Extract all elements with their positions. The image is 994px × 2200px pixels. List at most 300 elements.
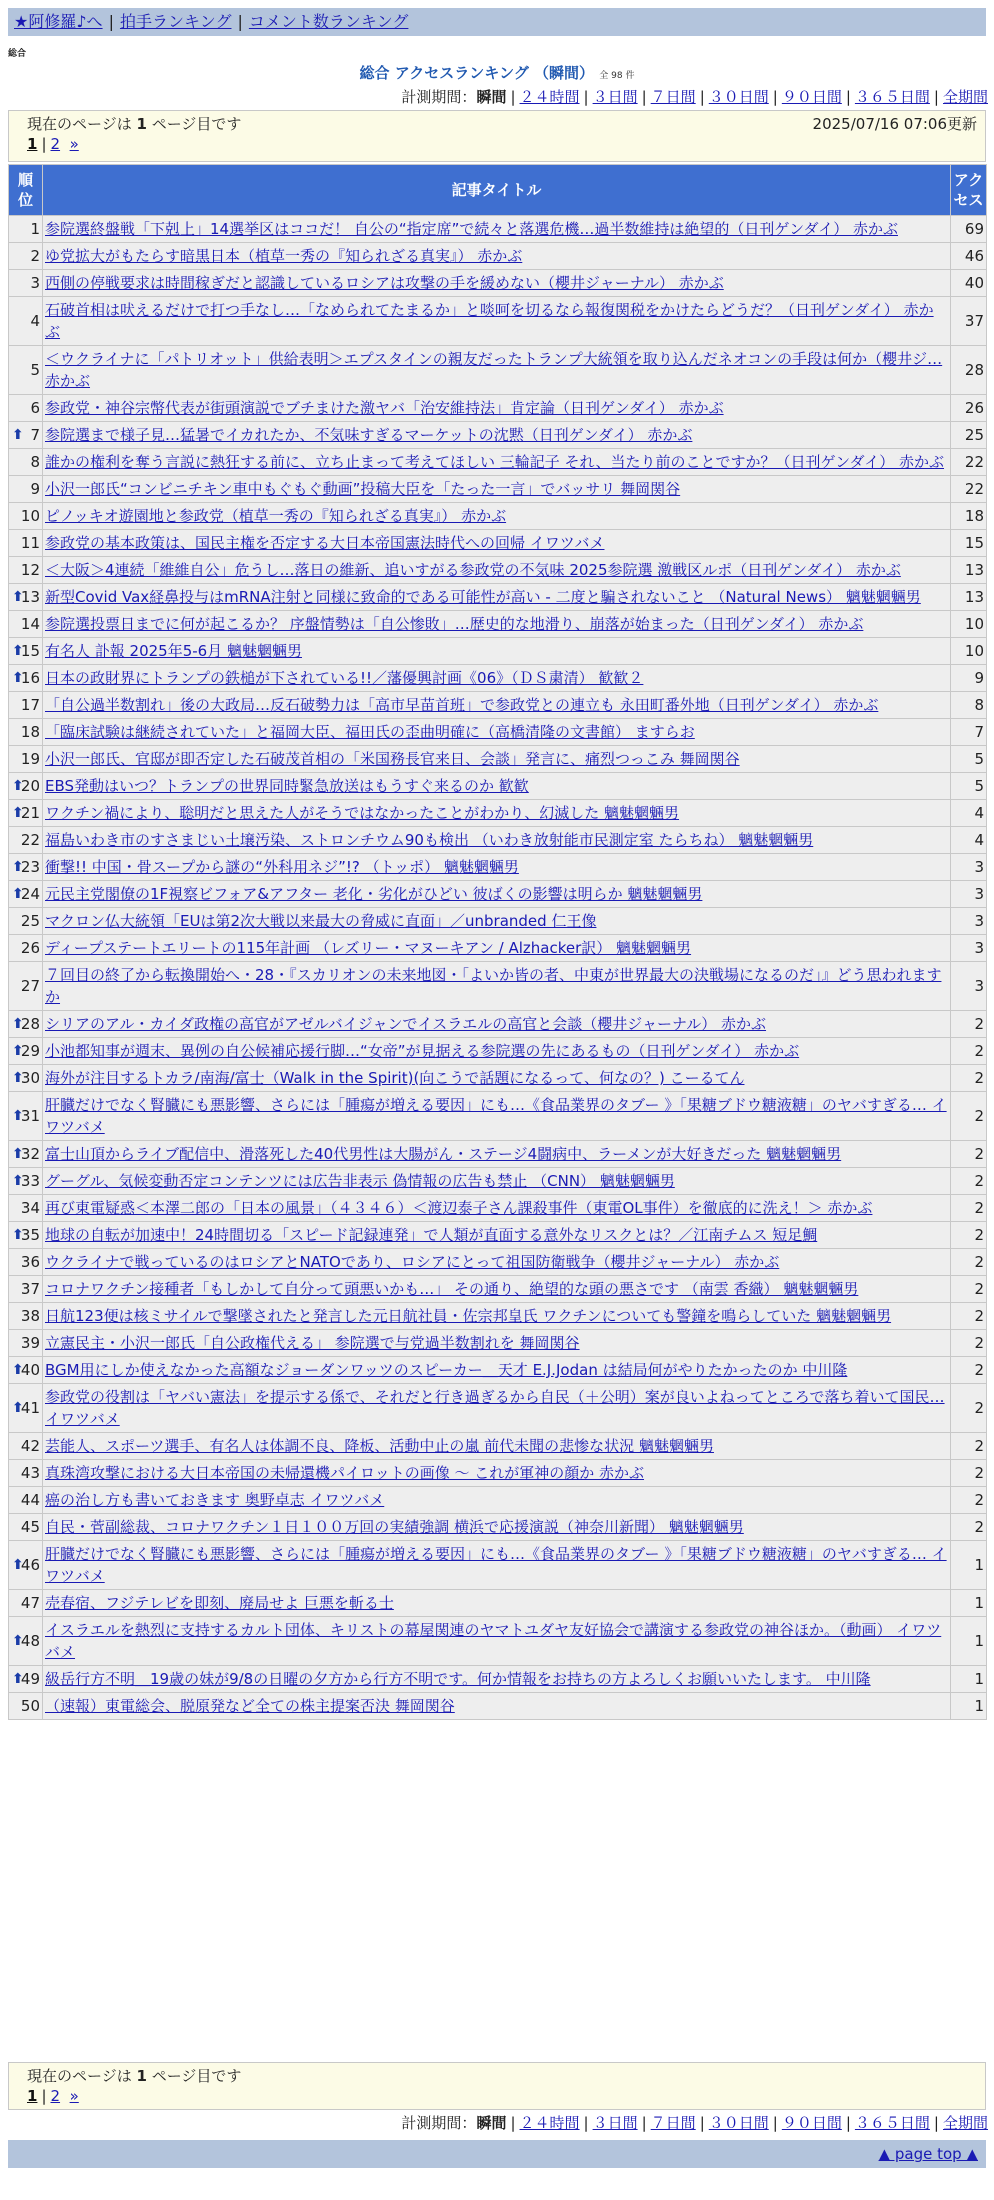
article-link[interactable]: ７回目の終了から転換開始へ・28・『スカリオンの未来地図・「よいか皆の者、中東が世界最大の決戦場になるのだ」』どう思われますか xyxy=(45,966,942,1006)
page-top-link[interactable]: ▲ page top ▲ xyxy=(878,2145,978,2163)
title-cell xyxy=(43,962,951,1011)
rank-up-arrow-icon: ⬆ xyxy=(12,1108,24,1124)
rank-cell xyxy=(9,422,43,449)
table-row xyxy=(9,449,987,476)
rank-number: 45 xyxy=(20,1518,40,1536)
article-link[interactable]: ＜大阪＞4連続「維維自公」危うし…落日の維新、追いすがる参政党の不気味 2025参院選 激戦区ルポ（日刊ゲンダイ） 赤かぶ xyxy=(45,561,901,579)
rank-cell xyxy=(9,1384,43,1433)
top-navigation: ★阿修羅♪へ | 拍手ランキング | コメント数ランキング xyxy=(8,8,986,36)
table-row xyxy=(9,962,987,1011)
access-count: 1 xyxy=(951,1693,987,1720)
access-count: 2 xyxy=(951,1195,987,1222)
rank-number: 43 xyxy=(20,1464,40,1482)
table-row xyxy=(9,503,987,530)
article-link[interactable]: 参政党の役割は「ヤバい憲法」を提示する係で、それだと行き過ぎるから自民（＋公明）案が良いよねってところで落ち着いて国民… イワツバメ xyxy=(45,1388,945,1428)
article-link[interactable]: 立憲民主・小沢一郎氏「自公政権代える」 参院選で与党過半数割れを 舞岡関谷 xyxy=(45,1334,580,1352)
rank-number: 32 xyxy=(20,1145,40,1163)
pager-page-1[interactable]: 1 xyxy=(27,2087,38,2105)
home-link[interactable]: ★阿修羅♪へ xyxy=(14,12,103,31)
access-count: 1 xyxy=(951,1590,987,1617)
pager-next[interactable]: » xyxy=(69,2087,79,2105)
rank-up-arrow-icon: ⬆ xyxy=(12,778,24,794)
table-row xyxy=(9,216,987,243)
rank-number: 31 xyxy=(20,1107,40,1125)
article-link[interactable]: グーグル、気候変動否定コンテンツには広告非表示 偽情報の広告も禁止 （CNN） 魑魅魍魎男 xyxy=(45,1172,675,1190)
article-link[interactable]: 癌の治し方も書いておきます 奥野卓志 イワツバメ xyxy=(45,1491,385,1509)
title-cell xyxy=(43,270,951,297)
rank-number: 12 xyxy=(20,561,40,579)
article-link[interactable]: 参政党の基本政策は、国民主権を否定する大日本帝国憲法時代への回帰 イワツバメ xyxy=(45,534,605,552)
rank-cell xyxy=(9,800,43,827)
rank-cell xyxy=(9,746,43,773)
rank-number: 18 xyxy=(20,723,40,741)
title-cell xyxy=(43,1065,951,1092)
rank-cell xyxy=(9,216,43,243)
table-row xyxy=(9,530,987,557)
title-cell xyxy=(43,346,951,395)
access-count: 2 xyxy=(951,1011,987,1038)
access-count: 69 xyxy=(951,216,987,243)
access-count: 2 xyxy=(951,1276,987,1303)
period-selector-top: 計測期間：瞬間 | ２４時間 | ３日間 | ７日間 | ３０日間 | ９０日間 | ３６５日間 | 全期間 xyxy=(401,88,988,106)
article-link[interactable]: 真珠湾攻撃における大日本帝国の未帰還機パイロットの画像 ～ これが軍神の顔か 赤かぶ xyxy=(45,1464,645,1482)
table-row xyxy=(9,1330,987,1357)
rank-up-arrow-icon: ⬆ xyxy=(12,886,24,902)
title-cell xyxy=(43,827,951,854)
access-count: 2 xyxy=(951,1038,987,1065)
article-link[interactable]: 西側の停戦要求は時間稼ぎだと認識しているロシアは攻撃の手を緩めない（櫻井ジャーナル） 赤かぶ xyxy=(45,274,724,292)
rank-number: 22 xyxy=(20,831,40,849)
table-row xyxy=(9,1195,987,1222)
rank-cell xyxy=(9,1168,43,1195)
rank-number: 33 xyxy=(20,1172,40,1190)
title-cell xyxy=(43,449,951,476)
article-link[interactable]: 誰かの権利を奪う言説に熱狂する前に、立ち止まって考えてほしい 三輪記子 それ、当たり前のことですか？（日刊ゲンダイ） 赤かぶ xyxy=(45,453,945,471)
access-count: 3 xyxy=(951,962,987,1011)
table-row xyxy=(9,1590,987,1617)
access-count: 5 xyxy=(951,773,987,800)
article-link[interactable]: 小池都知事が週末、異例の自公候補応援行脚…“女帝”が見据える参院選の先にあるもの（日刊ゲンダイ） 赤かぶ xyxy=(45,1042,800,1060)
period-link-0[interactable]: ２４時間 xyxy=(519,88,580,106)
ranking-title-text: 総合 アクセスランキング （瞬間） xyxy=(359,64,595,82)
table-row xyxy=(9,1249,987,1276)
article-link[interactable]: 日航123便は核ミサイルで撃墜されたと発言した元日航社員・佐宗邦皇氏 ワクチンについても警鐘を鳴らしていた 魑魅魍魎男 xyxy=(45,1307,892,1325)
title-cell xyxy=(43,422,951,449)
rank-cell xyxy=(9,719,43,746)
title-cell xyxy=(43,557,951,584)
rank-number: 21 xyxy=(20,804,40,822)
access-count: 3 xyxy=(951,854,987,881)
rank-number: 24 xyxy=(20,885,40,903)
period-link-4[interactable]: ９０日間 xyxy=(781,88,842,106)
period-link-3[interactable]: ３０日間 xyxy=(708,2114,769,2132)
rank-up-arrow-icon: ⬆ xyxy=(12,643,24,659)
rank-cell xyxy=(9,346,43,395)
article-link[interactable]: ディープステートエリートの115年計画 （レズリー・マヌーキアン / Alzhacker訳） 魑魅魍魎男 xyxy=(45,939,692,957)
article-link[interactable]: 地球の自転が加速中！24時間切る「スピード記録連発」で人類が直面する意外なリスクとは？／江南チムス 短足鯛 xyxy=(45,1226,818,1244)
rank-up-arrow-icon: ⬆ xyxy=(12,1400,24,1416)
title-cell xyxy=(43,1038,951,1065)
rank-number: 4 xyxy=(30,312,40,330)
title-cell xyxy=(43,1666,951,1693)
period-link-5[interactable]: ３６５日間 xyxy=(854,2114,930,2132)
title-cell xyxy=(43,1514,951,1541)
title-cell xyxy=(43,746,951,773)
title-cell xyxy=(43,800,951,827)
title-cell xyxy=(43,216,951,243)
article-link[interactable]: ピノッキオ遊園地と参政党（植草一秀の『知られざる真実』） 赤かぶ xyxy=(45,507,507,525)
period-selector-bottom: 計測期間：瞬間 | ２４時間 | ３日間 | ７日間 | ３０日間 | ９０日間 | ３６５日間 | 全期間 xyxy=(401,2114,988,2132)
article-link[interactable]: EBS発動はいつ？トランプの世界同時緊急放送はもうすぐ来るのか 歓歓 xyxy=(45,777,529,795)
rank-cell xyxy=(9,854,43,881)
ranking-title xyxy=(8,62,986,83)
table-row xyxy=(9,827,987,854)
table-row xyxy=(9,297,987,346)
rank-cell xyxy=(9,1666,43,1693)
access-count: 13 xyxy=(951,584,987,611)
rank-cell xyxy=(9,1141,43,1168)
title-cell xyxy=(43,243,951,270)
rank-cell xyxy=(9,270,43,297)
access-count: 2 xyxy=(951,1514,987,1541)
rank-cell xyxy=(9,1038,43,1065)
rank-cell xyxy=(9,638,43,665)
bottom-bar xyxy=(8,2140,986,2168)
rank-up-arrow-icon: ⬆ xyxy=(12,805,24,821)
period-link-3[interactable]: ３０日間 xyxy=(708,88,769,106)
article-link[interactable]: BGM用にしか使えなかった高額なジョーダンワッツのスピーカー＿天才 E.J.Jodan は結局何がやりたかったのか 中川隆 xyxy=(45,1361,848,1379)
access-count: 2 xyxy=(951,1222,987,1249)
article-link[interactable]: 売春宿、フジテレビを即刻、廃局せよ 巨悪を斬る士 xyxy=(45,1594,394,1612)
pager-page-2[interactable]: 2 xyxy=(50,135,61,153)
article-link[interactable]: （速報）東電総会、脱原発など全ての株主提案否決 舞岡関谷 xyxy=(45,1697,455,1715)
rank-number: 1 xyxy=(30,220,40,238)
period-link-6[interactable]: 全期間 xyxy=(942,2114,988,2132)
page-info-panel-top xyxy=(8,110,986,162)
page-info-panel-bottom xyxy=(8,2062,986,2110)
access-count: 37 xyxy=(951,297,987,346)
pager-page-1[interactable]: 1 xyxy=(27,135,38,153)
article-link[interactable]: マクロン仏大統領「EUは第2次大戦以来最大の脅威に直面」／unbranded 仁王像 xyxy=(45,912,597,930)
article-link[interactable]: 参院選終盤戦「下剋上」14選挙区はココだ！ 自公の“指定席”で続々と落選危機…過半数維持は絶望的（日刊ゲンダイ） 赤かぶ xyxy=(45,220,898,238)
updated-timestamp: 2025/07/16 07:06更新 xyxy=(812,115,977,133)
access-count: 2 xyxy=(951,1141,987,1168)
rank-cell xyxy=(9,530,43,557)
rank-number: 27 xyxy=(20,977,40,995)
access-count: 22 xyxy=(951,449,987,476)
category-label: 総合 xyxy=(8,49,27,59)
title-cell xyxy=(43,1195,951,1222)
access-count: 3 xyxy=(951,935,987,962)
rank-up-arrow-icon: ⬆ xyxy=(12,1173,24,1189)
pager-bottom: 1 | 2 » xyxy=(27,2087,79,2105)
rank-cell xyxy=(9,449,43,476)
rank-cell xyxy=(9,611,43,638)
rank-number: 15 xyxy=(20,642,40,660)
access-count: 2 xyxy=(951,1249,987,1276)
ranking-table xyxy=(8,164,987,1720)
rank-cell xyxy=(9,1357,43,1384)
access-count: 2 xyxy=(951,1092,987,1141)
period-link-1[interactable]: ３日間 xyxy=(592,2114,638,2132)
rank-up-arrow-icon: ⬆ xyxy=(12,1070,24,1086)
table-row xyxy=(9,719,987,746)
rank-cell xyxy=(9,1303,43,1330)
title-cell xyxy=(43,503,951,530)
access-count: 2 xyxy=(951,1433,987,1460)
title-cell xyxy=(43,1541,951,1590)
title-cell xyxy=(43,935,951,962)
clap-ranking-link[interactable]: 拍手ランキング xyxy=(119,12,232,31)
access-count: 2 xyxy=(951,1384,987,1433)
table-row xyxy=(9,746,987,773)
access-count: 25 xyxy=(951,422,987,449)
article-link[interactable]: 元民主党閣僚の1F視察ビフォア&アフター 老化・劣化がひどい 彼ばくの影響は明らか 魑魅魍魎男 xyxy=(45,885,703,903)
title-cell xyxy=(43,1092,951,1141)
rank-cell xyxy=(9,1433,43,1460)
table-row xyxy=(9,243,987,270)
rank-cell xyxy=(9,557,43,584)
rank-cell xyxy=(9,1514,43,1541)
rank-number: 36 xyxy=(20,1253,40,1271)
rank-number: 46 xyxy=(20,1556,40,1574)
title-cell xyxy=(43,665,951,692)
rank-number: 44 xyxy=(20,1491,40,1509)
table-row xyxy=(9,346,987,395)
title-cell xyxy=(43,881,951,908)
rank-number: 19 xyxy=(20,750,40,768)
table-row xyxy=(9,1514,987,1541)
article-link[interactable]: ＜ウクライナに「パトリオット」供給表明＞エプスタインの親友だったトランプ大統領を取り込んだネオコンの手段は何か（櫻井ジ… 赤かぶ xyxy=(45,350,943,390)
article-link[interactable]: 芸能人、スポーツ選手、有名人は体調不良、降板、活動中止の嵐 前代未聞の悲惨な状況 魑魅魍魎男 xyxy=(45,1437,714,1455)
pager-next[interactable]: » xyxy=(69,135,79,153)
rank-number: 3 xyxy=(30,274,40,292)
rank-number: 41 xyxy=(20,1399,40,1417)
rank-number: 9 xyxy=(30,480,40,498)
article-link[interactable]: 海外が注目するトカラ/南海/富士（Walk in the Spirit)(向こうで話題になるって、何なの？) こーるてん xyxy=(45,1069,745,1087)
table-row xyxy=(9,1693,987,1720)
title-cell xyxy=(43,1357,951,1384)
article-link[interactable]: 石破首相は吠えるだけで打つ手なし…「なめられてたまるか」と啖呵を切るなら報復関税をかけたらどうだ？（日刊ゲンダイ） 赤かぶ xyxy=(45,301,934,341)
access-count: 40 xyxy=(951,270,987,297)
table-row xyxy=(9,881,987,908)
rank-cell xyxy=(9,881,43,908)
table-row xyxy=(9,1222,987,1249)
title-cell xyxy=(43,1303,951,1330)
table-row xyxy=(9,1357,987,1384)
table-row xyxy=(9,1276,987,1303)
rank-up-arrow-icon: ⬆ xyxy=(12,1671,24,1687)
period-link-6[interactable]: 全期間 xyxy=(942,88,988,106)
access-count: 1 xyxy=(951,1541,987,1590)
article-link[interactable]: 新型Covid Vax経鼻投与はmRNA注射と同様に致命的である可能性が高い - 二度と騙されないこと （Natural News） 魑魅魍魎男 xyxy=(45,588,921,606)
article-link[interactable]: シリアのアル・カイダ政権の高官がアゼルバイジャンでイスラエルの高官と会談（櫻井ジャーナル） 赤かぶ xyxy=(45,1015,767,1033)
rank-number: 6 xyxy=(30,399,40,417)
title-cell xyxy=(43,1168,951,1195)
table-row xyxy=(9,270,987,297)
column-header-rank: 順位 xyxy=(9,165,43,216)
table-row xyxy=(9,1011,987,1038)
column-header-title: 記事タイトル xyxy=(43,165,951,216)
article-link[interactable]: 福島いわき市のすさまじい土壌汚染、ストロンチウム90も検出 （いわき放射能市民測定室 たらちね） 魑魅魍魎男 xyxy=(45,831,814,849)
rank-cell xyxy=(9,1330,43,1357)
table-row xyxy=(9,476,987,503)
period-link-0[interactable]: ２４時間 xyxy=(519,2114,580,2132)
title-cell xyxy=(43,1011,951,1038)
article-link[interactable]: 有名人 訃報 2025年5-6月 魑魅魍魎男 xyxy=(45,642,302,660)
comment-ranking-link[interactable]: コメント数ランキング xyxy=(248,12,409,31)
table-row xyxy=(9,1038,987,1065)
table-row xyxy=(9,1617,987,1666)
rank-cell xyxy=(9,908,43,935)
access-count: 10 xyxy=(951,638,987,665)
rank-number: 14 xyxy=(20,615,40,633)
table-row xyxy=(9,395,987,422)
rank-cell xyxy=(9,1617,43,1666)
rank-number: 5 xyxy=(30,361,40,379)
rank-up-arrow-icon: ⬆ xyxy=(12,1362,24,1378)
rank-cell xyxy=(9,476,43,503)
access-count: 18 xyxy=(951,503,987,530)
article-link[interactable]: コロナワクチン接種者「もしかして自分って頭悪いかも…」 その通り、絶望的な頭の悪さです （南雲 香織） 魑魅魍魎男 xyxy=(45,1280,859,1298)
rank-number: 40 xyxy=(20,1361,40,1379)
article-link[interactable]: 級岳行方不明＿19歳の妹が9/8の日曜の夕方から行方不明です。何か情報をお持ちの方よろしくお願いいたします。 中川隆 xyxy=(45,1670,871,1688)
article-link[interactable]: 衝撃!! 中国・骨スープから謎の“外科用ネジ”!? （トッポ） 魑魅魍魎男 xyxy=(45,858,519,876)
period-link-1[interactable]: ３日間 xyxy=(592,88,638,106)
title-cell xyxy=(43,719,951,746)
access-count: 26 xyxy=(951,395,987,422)
title-cell xyxy=(43,908,951,935)
rank-cell xyxy=(9,1195,43,1222)
page-info-text-bottom: 現在のページは 1 ページ目です xyxy=(27,2067,242,2085)
title-cell xyxy=(43,1590,951,1617)
period-link-5[interactable]: ３６５日間 xyxy=(854,88,930,106)
title-cell xyxy=(43,854,951,881)
rank-number: 10 xyxy=(20,507,40,525)
rank-up-arrow-icon: ⬆ xyxy=(12,670,24,686)
rank-cell xyxy=(9,827,43,854)
rank-number: 17 xyxy=(20,696,40,714)
access-count: 22 xyxy=(951,476,987,503)
article-link[interactable]: ゆ党拡大がもたらす暗黒日本（植草一秀の『知られざる真実』） 赤かぶ xyxy=(45,247,523,265)
title-cell xyxy=(43,395,951,422)
rank-up-arrow-icon: ⬆ xyxy=(12,589,24,605)
title-cell xyxy=(43,476,951,503)
title-cell xyxy=(43,692,951,719)
period-link-2[interactable]: ７日間 xyxy=(650,88,696,106)
title-cell xyxy=(43,1222,951,1249)
title-cell xyxy=(43,773,951,800)
rank-number: 26 xyxy=(20,939,40,957)
table-row xyxy=(9,1384,987,1433)
table-row xyxy=(9,854,987,881)
title-cell xyxy=(43,1617,951,1666)
table-row xyxy=(9,1433,987,1460)
title-cell xyxy=(43,297,951,346)
table-row xyxy=(9,1141,987,1168)
article-link[interactable]: 日本の政財界にトランプの鉄槌が下されている!!／藩優興討画《06》（ＤＳ粛清） 歓歓２ xyxy=(45,669,644,687)
rank-number: 11 xyxy=(20,534,40,552)
title-cell xyxy=(43,1330,951,1357)
access-count: 2 xyxy=(951,1168,987,1195)
title-cell xyxy=(43,1433,951,1460)
period-link-4[interactable]: ９０日間 xyxy=(781,2114,842,2132)
article-link[interactable]: 小沢一郎氏“コンビニチキン車中もぐもぐ動画”投稿大臣を「たった一言」でバッサリ 舞岡関谷 xyxy=(45,480,681,498)
title-cell xyxy=(43,1460,951,1487)
column-header-count: アクセス xyxy=(951,165,987,216)
access-count: 2 xyxy=(951,1487,987,1514)
rank-up-arrow-icon: ⬆ xyxy=(12,1557,24,1573)
table-row xyxy=(9,1303,987,1330)
article-link[interactable]: 参政党・神谷宗幣代表が街頭演説でブチまけた激ヤバ「治安維持法」肯定論（日刊ゲンダイ） 赤かぶ xyxy=(45,399,724,417)
article-link[interactable]: 「自公過半数割れ」後の大政局…反石破勢力は「高市早苗首班」で参政党との連立も 永田町番外地（日刊ゲンダイ） 赤かぶ xyxy=(45,696,879,714)
title-cell xyxy=(43,1141,951,1168)
rank-cell xyxy=(9,1487,43,1514)
rank-number: 29 xyxy=(20,1042,40,1060)
title-cell xyxy=(43,1384,951,1433)
rank-up-arrow-icon: ⬆ xyxy=(12,1043,24,1059)
table-row xyxy=(9,800,987,827)
rank-cell xyxy=(9,773,43,800)
article-link[interactable]: イスラエルを熱烈に支持するカルト団体、キリストの幕屋関連のヤマトユダヤ友好協会で講演する参政党の神谷ほか。（動画） イワツバメ xyxy=(45,1621,942,1661)
article-link[interactable]: 肝臓だけでなく腎臓にも悪影響、さらには「腫瘍が増える要因」にも…《食品業界のタブー 》「果糖ブドウ糖液糖」のヤバすぎる… イワツバメ xyxy=(45,1096,947,1136)
access-count: 8 xyxy=(951,692,987,719)
rank-cell xyxy=(9,1065,43,1092)
article-link[interactable]: ワクチン禍により、聡明だと思えた人がそうではなかったことがわかり、幻滅した 魑魅魍魎男 xyxy=(45,804,680,822)
rank-number: 35 xyxy=(20,1226,40,1244)
article-link[interactable]: 参院選まで様子見…猛暑でイカれたか、不気味すぎるマーケットの沈黙（日刊ゲンダイ） 赤かぶ xyxy=(45,426,693,444)
article-link[interactable]: 「臨床試験は継続されていた」と福岡大臣、福田氏の歪曲明確に（高橋清隆の文書館） ますらお xyxy=(45,723,695,741)
article-link[interactable]: 自民・菅副総裁、コロナワクチン１日１００万回の実績強調 横浜で応援演説（神奈川新聞） 魑魅魍魎男 xyxy=(45,1518,744,1536)
pager-page-2[interactable]: 2 xyxy=(50,2087,61,2105)
article-link[interactable]: 肝臓だけでなく腎臓にも悪影響、さらには「腫瘍が増える要因」にも…《食品業界のタブー 》「果糖ブドウ糖液糖」のヤバすぎる… イワツバメ xyxy=(45,1545,947,1585)
rank-number: 28 xyxy=(20,1015,40,1033)
rank-up-arrow-icon: ⬆ xyxy=(12,1016,24,1032)
rank-number: 23 xyxy=(20,858,40,876)
title-cell xyxy=(43,530,951,557)
rank-cell xyxy=(9,665,43,692)
access-count: 9 xyxy=(951,665,987,692)
article-link[interactable]: ウクライナで戦っているのはロシアとNATOであり、ロシアにとって祖国防衛戦争（櫻井ジャーナル） 赤かぶ xyxy=(45,1253,780,1271)
access-count: 46 xyxy=(951,243,987,270)
access-count: 2 xyxy=(951,1357,987,1384)
article-link[interactable]: 小沢一郎氏、官邸が即否定した石破茂首相の「米国務長官来日、会談」発言に、痛烈つっこみ 舞岡関谷 xyxy=(45,750,740,768)
title-cell xyxy=(43,1693,951,1720)
ranking-count: 全 98 件 xyxy=(599,71,635,81)
title-cell xyxy=(43,1276,951,1303)
article-link[interactable]: 富士山頂からライブ配信中、滑落死した40代男性は大腸がん・ステージ4闘病中、ラーメンが大好きだった 魑魅魍魎男 xyxy=(45,1145,842,1163)
access-count: 4 xyxy=(951,827,987,854)
rank-cell xyxy=(9,503,43,530)
rank-up-arrow-icon: ⬆ xyxy=(12,1633,24,1649)
rank-cell xyxy=(9,1460,43,1487)
rank-number: 34 xyxy=(20,1199,40,1217)
rank-cell xyxy=(9,1092,43,1141)
table-row xyxy=(9,665,987,692)
period-label: 計測期間： xyxy=(401,2114,477,2132)
rank-cell xyxy=(9,692,43,719)
table-row xyxy=(9,1666,987,1693)
access-count: 2 xyxy=(951,1330,987,1357)
rank-cell xyxy=(9,962,43,1011)
article-link[interactable]: 参院選投票日までに何が起こるか？ 序盤情勢は「自公惨敗」…歴史的な地滑り、崩落が始まった（日刊ゲンダイ） 赤かぶ xyxy=(45,615,864,633)
article-link[interactable]: 再び東電疑惑＜本澤二郎の「日本の風景」（４３４６）＜渡辺泰子さん課殺事件（東電OL事件）を徹底的に洗え！＞ 赤かぶ xyxy=(45,1199,873,1217)
rank-number: 37 xyxy=(20,1280,40,1298)
page-info-text: 現在のページは 1 ページ目です xyxy=(27,115,242,133)
period-link-2[interactable]: ７日間 xyxy=(650,2114,696,2132)
period-label: 計測期間： xyxy=(401,88,477,106)
table-row xyxy=(9,638,987,665)
